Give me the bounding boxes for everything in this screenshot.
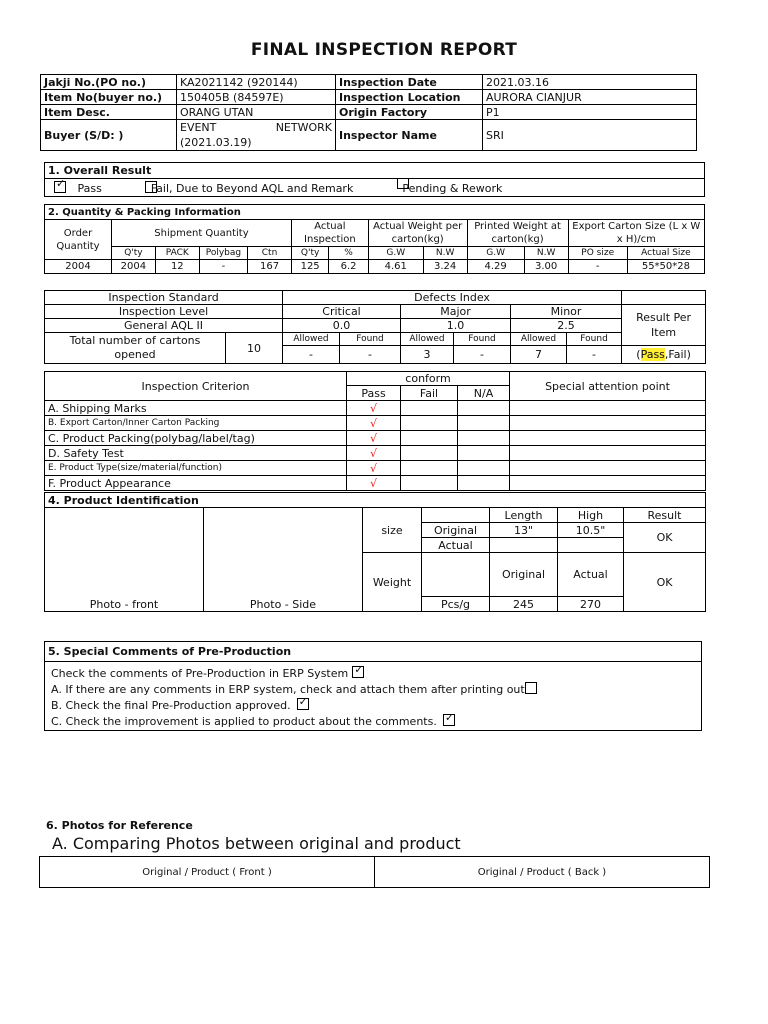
inspector-value: SRI bbox=[483, 120, 697, 151]
weight-result: OK bbox=[624, 553, 706, 612]
qty-value: 6.2 bbox=[329, 260, 369, 274]
pending-label: Pending & Rework bbox=[402, 181, 503, 195]
cartons-opened-value: 10 bbox=[226, 333, 283, 364]
cartons-opened-label: Total number of cartons opened bbox=[45, 333, 226, 364]
found-label: Found bbox=[567, 333, 622, 346]
minor-label: Minor bbox=[511, 305, 622, 319]
overall-result-table bbox=[44, 162, 705, 197]
conform-heading: conform bbox=[347, 372, 510, 386]
inspection-standard-label: Inspection Standard bbox=[45, 291, 283, 305]
comments-body bbox=[45, 662, 702, 731]
comment-line: A. If there are any comments in ERP system, check and attach them after printing out bbox=[51, 683, 525, 696]
qty-value: 4.61 bbox=[368, 260, 423, 274]
factory-value: P1 bbox=[483, 105, 697, 120]
export-size-header: Export Carton Size (L x W x H)/cm bbox=[568, 220, 704, 247]
sub-header: PACK bbox=[155, 247, 199, 260]
comment-line: C. Check the improvement is applied to product about the comments. bbox=[51, 715, 437, 728]
length-value: 13" bbox=[490, 523, 558, 538]
sub-header: G.W bbox=[368, 247, 423, 260]
blank-cell bbox=[422, 508, 490, 523]
critical-label: Critical bbox=[283, 305, 401, 319]
qty-value: 3.00 bbox=[524, 260, 568, 274]
photos-table bbox=[39, 856, 710, 888]
buyer-value bbox=[177, 120, 336, 151]
date-label: Inspection Date bbox=[336, 75, 483, 90]
comment-checkbox[interactable] bbox=[352, 666, 364, 678]
sub-header: Q'ty bbox=[291, 247, 328, 260]
pending-checkbox[interactable] bbox=[397, 179, 409, 189]
pass-check: √ bbox=[347, 461, 401, 476]
header-table bbox=[40, 74, 697, 151]
report-title: FINAL INSPECTION REPORT bbox=[250, 40, 518, 60]
qty-value: 125 bbox=[291, 260, 328, 274]
fail-label: Fail, Due to Beyond AQL and Remark bbox=[150, 181, 354, 195]
fail-checkbox[interactable] bbox=[145, 181, 157, 193]
overall-options bbox=[45, 179, 705, 197]
criterion-item: B. Export Carton/Inner Carton Packing bbox=[45, 416, 347, 431]
allowed-label: Allowed bbox=[283, 333, 340, 346]
critical-aql: 0.0 bbox=[283, 319, 401, 333]
fail-col: Fail bbox=[401, 386, 458, 401]
date-value: 2021.03.16 bbox=[483, 75, 697, 90]
sub-header: G.W bbox=[467, 247, 524, 260]
sub-header: Ctn bbox=[248, 247, 292, 260]
pass-checkbox[interactable] bbox=[54, 181, 66, 193]
defect-count: - bbox=[340, 346, 401, 364]
qty-value: 2004 bbox=[45, 260, 112, 274]
size-actual-label: Actual bbox=[422, 538, 490, 553]
photo-front-label: Photo - front bbox=[89, 598, 159, 611]
photos-heading: 6. Photos for Reference bbox=[46, 819, 193, 832]
sub-header: N.W bbox=[423, 247, 467, 260]
photo-front-header: Original / Product ( Front ) bbox=[40, 857, 375, 888]
criterion-item: A. Shipping Marks bbox=[45, 401, 347, 416]
inspection-level-value: General AQL II bbox=[45, 319, 283, 333]
pass-check: √ bbox=[347, 446, 401, 461]
desc-value: ORANG UTAN bbox=[177, 105, 336, 120]
qty-value: 12 bbox=[155, 260, 199, 274]
pass-label: Pass bbox=[77, 181, 102, 195]
defect-count: - bbox=[454, 346, 511, 364]
pass-col: Pass bbox=[347, 386, 401, 401]
defect-count: 7 bbox=[511, 346, 567, 364]
product-id-heading: 4. Product Identification bbox=[45, 493, 706, 508]
criterion-table bbox=[44, 371, 706, 491]
weight-original-label: Original bbox=[490, 553, 558, 597]
actual-inspection-header: Actual Inspection bbox=[291, 220, 368, 247]
result-value bbox=[622, 346, 706, 364]
photo-back-header: Original / Product ( Back ) bbox=[375, 857, 710, 888]
criterion-item: C. Product Packing(polybag/label/tag) bbox=[45, 431, 347, 446]
high-value: 10.5" bbox=[558, 523, 624, 538]
quantity-heading: 2. Quantity & Packing Information bbox=[45, 205, 705, 220]
qty-value: 55*50*28 bbox=[627, 260, 704, 274]
order-qty-header: Order Quantity bbox=[45, 220, 112, 260]
pass-check: √ bbox=[347, 431, 401, 446]
blank-cell bbox=[422, 553, 490, 597]
minor-aql: 2.5 bbox=[511, 319, 622, 333]
pcs-label: Pcs/g bbox=[422, 597, 490, 612]
location-value: AURORA CIANJUR bbox=[483, 90, 697, 105]
buyer-label: Buyer (S/D: ) bbox=[41, 120, 177, 151]
photo-side-label: Photo - Side bbox=[249, 598, 317, 611]
defects-index-label: Defects Index bbox=[283, 291, 622, 305]
comment-checkbox[interactable] bbox=[297, 698, 309, 710]
shipment-qty-header: Shipment Quantity bbox=[111, 220, 291, 247]
defect-count: - bbox=[283, 346, 340, 364]
qty-value: - bbox=[199, 260, 247, 274]
desc-label: Item Desc. bbox=[41, 105, 177, 120]
criterion-item: D. Safety Test bbox=[45, 446, 347, 461]
location-label: Inspection Location bbox=[336, 90, 483, 105]
actual-weight-header: Actual Weight per carton(kg) bbox=[368, 220, 467, 247]
allowed-label: Allowed bbox=[401, 333, 454, 346]
sub-header: Polybag bbox=[199, 247, 247, 260]
buyer-value-1: EVENT bbox=[180, 121, 217, 134]
pass-check: √ bbox=[347, 476, 401, 491]
sub-header: Actual Size bbox=[627, 247, 704, 260]
result-label: Result bbox=[624, 508, 706, 523]
qty-value: 167 bbox=[248, 260, 292, 274]
qty-value: 3.24 bbox=[423, 260, 467, 274]
blank-cell bbox=[490, 538, 558, 553]
weight-actual-value: 270 bbox=[558, 597, 624, 612]
major-aql: 1.0 bbox=[401, 319, 511, 333]
factory-label: Origin Factory bbox=[336, 105, 483, 120]
size-result: OK bbox=[624, 523, 706, 553]
overall-heading: 1. Overall Result bbox=[45, 163, 705, 179]
sub-header: PO size bbox=[568, 247, 627, 260]
blank-cell bbox=[558, 538, 624, 553]
inspection-level-label: Inspection Level bbox=[45, 305, 283, 319]
defects-table bbox=[44, 290, 706, 364]
comments-table bbox=[44, 641, 702, 731]
qty-value: 2004 bbox=[111, 260, 155, 274]
qty-value: 4.29 bbox=[467, 260, 524, 274]
printed-weight-header: Printed Weight at carton(kg) bbox=[467, 220, 568, 247]
quantity-table bbox=[44, 204, 705, 274]
blank-cell bbox=[622, 291, 706, 305]
defect-count: 3 bbox=[401, 346, 454, 364]
result-rest: ,Fail) bbox=[664, 348, 691, 361]
buyer-value-3: (2021.03.19) bbox=[180, 136, 252, 149]
jakji-label: Jakji No.(PO no.) bbox=[41, 75, 177, 90]
size-label: size bbox=[363, 508, 422, 553]
criterion-heading: Inspection Criterion bbox=[45, 372, 347, 401]
item-label: Item No(buyer no.) bbox=[41, 90, 177, 105]
weight-original-value: 245 bbox=[490, 597, 558, 612]
sub-header: N.W bbox=[524, 247, 568, 260]
special-attention-heading: Special attention point bbox=[510, 372, 706, 401]
length-label: Length bbox=[490, 508, 558, 523]
result-open: ( bbox=[636, 348, 641, 361]
comment-line: B. Check the final Pre-Production approved. bbox=[51, 699, 291, 712]
weight-label: Weight bbox=[363, 553, 422, 612]
result-per-item-label: Result Per Item bbox=[622, 305, 706, 346]
pass-check: √ bbox=[347, 416, 401, 431]
size-original-label: Original bbox=[422, 523, 490, 538]
sub-header: % bbox=[329, 247, 369, 260]
defect-count: - bbox=[567, 346, 622, 364]
item-value: 150405B (84597E) bbox=[177, 90, 336, 105]
buyer-value-2: NETWORK bbox=[275, 121, 332, 134]
found-label: Found bbox=[340, 333, 401, 346]
result-pass-highlight: Pass bbox=[640, 348, 665, 361]
photos-subheading: A. Comparing Photos between original and product bbox=[52, 834, 461, 853]
criterion-item: E. Product Type(size/material/function) bbox=[45, 461, 347, 476]
jakji-value: KA2021142 (920144) bbox=[177, 75, 336, 90]
comment-checkbox[interactable] bbox=[443, 714, 455, 726]
comment-line: Check the comments of Pre-Production in ERP System bbox=[51, 667, 349, 680]
inspector-label: Inspector Name bbox=[336, 120, 483, 151]
comments-heading: 5. Special Comments of Pre-Production bbox=[45, 642, 702, 662]
found-label: Found bbox=[454, 333, 511, 346]
product-id-table bbox=[44, 492, 706, 612]
pass-check: √ bbox=[347, 401, 401, 416]
allowed-label: Allowed bbox=[511, 333, 567, 346]
weight-actual-label: Actual bbox=[558, 553, 624, 597]
photo-front-area bbox=[45, 508, 204, 612]
qty-value: - bbox=[568, 260, 627, 274]
major-label: Major bbox=[401, 305, 511, 319]
sub-header: Q'ty bbox=[111, 247, 155, 260]
photo-side-area bbox=[204, 508, 363, 612]
na-col: N/A bbox=[458, 386, 510, 401]
high-label: High bbox=[558, 508, 624, 523]
criterion-item: F. Product Appearance bbox=[45, 476, 347, 491]
comment-checkbox[interactable] bbox=[525, 682, 537, 694]
